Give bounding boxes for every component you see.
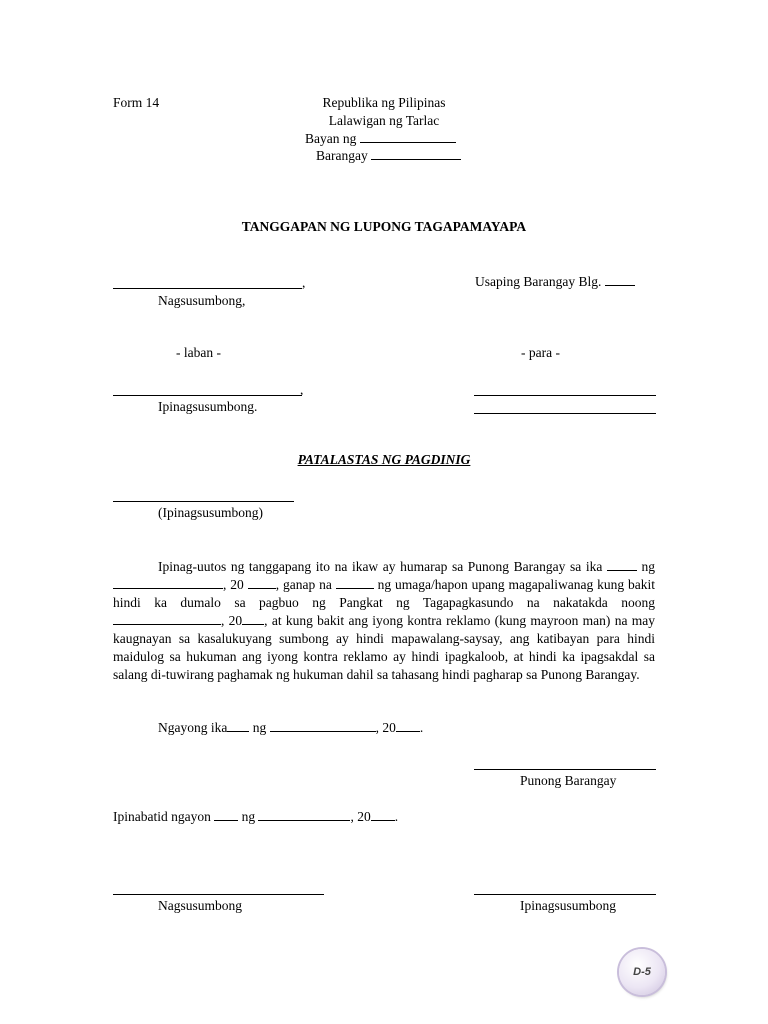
body-rest: ng umaga/hapon upang magapaliwanag kung bakit hindi ka dumalo sa pagbuo ng Pangkat ng Tagapagkasundo na nakatakda noong — [113, 577, 656, 610]
respondent-signature-line[interactable] — [474, 894, 656, 895]
body-tail: at kung bakit ang iyong kontra reklamo (kung mayroon man) na may kaugnayan sa kasalukuyang sumbong ay hindi mapawalang-saysay, ang katibayan para hindi maidulog sa hukuman ang iyong kontra reklamo ay hindi ipagkaloob, at hindi ka ipagsakdal sa salang di-tuwirang paghamak ng hukuman dahil sa tahasang hindi pagharap sa Punong Barangay. — [113, 613, 656, 682]
town-label: Bayan ng — [305, 131, 357, 146]
town-blank[interactable] — [360, 130, 456, 143]
form-number: Form 14 — [113, 95, 160, 110]
complainant-signature-label: Nagsusumbong — [158, 898, 242, 913]
scheduled-date-blank[interactable] — [113, 612, 221, 625]
dated-day-blank[interactable] — [227, 719, 249, 732]
respondent-signature-label: Ipinagsusumbong — [520, 898, 616, 913]
body-ng: ng — [641, 559, 656, 574]
notified-year: 20 — [357, 809, 371, 824]
barangay-line — [316, 147, 461, 165]
scheduled-year-blank[interactable] — [242, 612, 264, 625]
body-year2: 20 — [228, 613, 243, 628]
for-label: - para - — [521, 345, 560, 360]
comma-mark: , — [302, 275, 306, 290]
for-blank-2[interactable] — [474, 413, 656, 414]
page-number-badge: D-5 — [619, 949, 665, 995]
notified-year-blank[interactable] — [371, 808, 395, 821]
punong-barangay-signature-line[interactable] — [474, 769, 656, 770]
country-name: Republika ng Pilipinas — [322, 95, 446, 110]
barangay-label: Barangay — [316, 148, 368, 163]
for-blank-1[interactable] — [474, 395, 656, 396]
complainant-blank[interactable] — [113, 288, 302, 289]
respondent-label: Ipinagsusumbong. — [158, 399, 258, 414]
year-blank[interactable] — [248, 576, 276, 589]
dated-line: Ngayong ika ng , 20 . — [158, 720, 424, 735]
notified-prefix: Ipinabatid ngayon — [113, 809, 211, 824]
office-title: TANGGAPAN NG LUPONG TAGAPAMAYAPA — [241, 219, 527, 234]
notified-line: Ipinabatid ngayon ng , 20 . — [113, 809, 399, 824]
notified-day-blank[interactable] — [214, 808, 238, 821]
barangay-blank[interactable] — [371, 147, 461, 160]
comma-mark: , — [300, 382, 304, 397]
body-year: 20 — [230, 577, 244, 592]
notice-body: Ipinag-uutos ng tanggapang ito na ikaw ay humarap sa Punong Barangay sa ika ng , 20 , ganap na ng umaga/hapon upang magapaliwanag kung bakit hindi ka dumalo sa pagbuo ng Pangkat ng Tagapagkasundo na nakatakda noong , 20 , at kung bakit ang iyong kontra reklamo (kung mayroon man) na may kaugnayan sa kasalukuyang sumbong ay hindi mapawalang-saysay, ang katibayan para hindi maidulog sa hukuman ang iyong kontra reklamo ay hindi ipagkaloob, at hindi ka ipagsakdal sa salang di-tuwirang paghamak ng hukuman dahil sa tahasang hindi pagharap sa Punong Barangay. — [113, 559, 656, 682]
case-number-line — [475, 273, 635, 291]
dated-year: 20 — [382, 720, 396, 735]
dated-year-blank[interactable] — [396, 719, 420, 732]
complainant-label: Nagsusumbong, — [158, 293, 246, 308]
complainant-signature-line[interactable] — [113, 894, 324, 895]
time-blank[interactable] — [336, 576, 374, 589]
dated-month-blank[interactable] — [270, 719, 376, 732]
respondent-blank[interactable] — [113, 395, 302, 396]
case-number-blank[interactable] — [605, 273, 635, 286]
punong-barangay-label: Punong Barangay — [520, 773, 617, 788]
month-blank[interactable] — [113, 576, 223, 589]
addressee-label: (Ipinagsusumbong) — [158, 505, 263, 520]
body-intro: Ipinag-uutos ng tanggapang ito na ikaw ay humarap sa Punong Barangay sa ika — [158, 559, 603, 574]
province-name: Lalawigan ng Tarlac — [328, 113, 440, 128]
town-line — [305, 130, 456, 148]
case-number-label: Usaping Barangay Blg. — [475, 274, 602, 289]
body-ganap: ganap na — [282, 577, 332, 592]
dated-prefix: Ngayong ika — [158, 720, 228, 735]
notified-ng: ng — [241, 809, 256, 824]
versus-label: - laban - — [176, 345, 221, 360]
dated-ng: ng — [252, 720, 267, 735]
notice-title: PATALASTAS NG PAGDINIG — [297, 452, 471, 467]
notified-month-blank[interactable] — [258, 808, 350, 821]
addressee-blank[interactable] — [113, 501, 294, 502]
day-blank[interactable] — [607, 558, 637, 571]
